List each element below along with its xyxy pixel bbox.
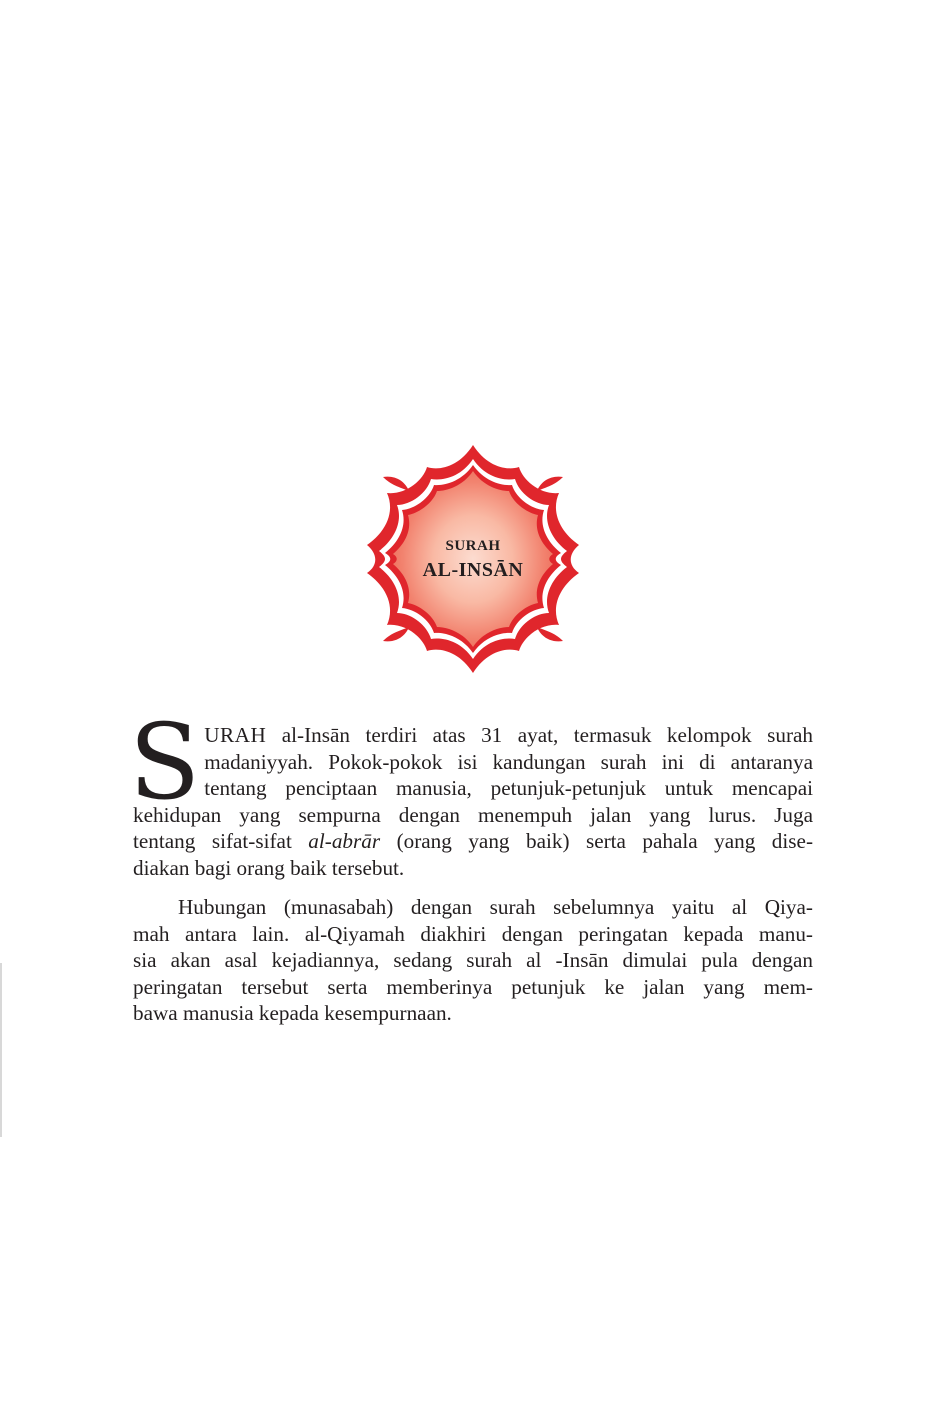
text-fragment: tentang sifat-sifat	[133, 829, 309, 853]
text-fragment: (orang yang baik) serta pahala yang dise-	[380, 829, 813, 853]
text-line: madaniyyah. Pokok-pokok isi kandungan surah ini di antaranya	[204, 749, 813, 774]
text-line: peringatan tersebut serta memberinya petunjuk ke jalan yang mem-	[133, 974, 813, 999]
drop-cap: S	[129, 701, 201, 823]
emblem-title	[355, 537, 591, 583]
lead-word: URAH	[204, 723, 267, 747]
text-line: diakan bagi orang baik tersebut.	[133, 855, 405, 880]
text-line: mah antara lain. al-Qiyamah diakhiri dengan peringatan kepada manu-	[133, 921, 813, 946]
paragraph-overview	[129, 701, 813, 881]
text-line: sia akan asal kejadiannya, sedang surah al -Insān dimulai pula dengan	[133, 948, 813, 972]
italic-term: al-abrār	[308, 829, 381, 853]
text-line	[133, 828, 813, 855]
text-line: Hubungan (munasabah) dengan surah sebelumnya yaitu al Qiya-	[178, 895, 813, 919]
page-edge-mark	[0, 963, 2, 1137]
surah-name: AL-INSĀN	[422, 559, 524, 581]
text-line: bawa manusia kepada kesempurnaan.	[133, 1001, 452, 1025]
paragraph-munasabah	[133, 894, 813, 1027]
text-fragment: al-Insān terdiri atas 31 ayat, termasuk kelompok surah	[266, 723, 813, 747]
text-line: kehidupan yang sempurna dengan menempuh jalan yang lurus. Juga	[133, 802, 813, 827]
text-line: tentang penciptaan manusia, petunjuk-petunjuk untuk mencapai	[204, 776, 813, 800]
surah-label: SURAH	[445, 538, 501, 554]
text-line	[133, 722, 813, 749]
surah-title-emblem	[355, 441, 591, 677]
surah-introduction	[129, 701, 813, 1027]
